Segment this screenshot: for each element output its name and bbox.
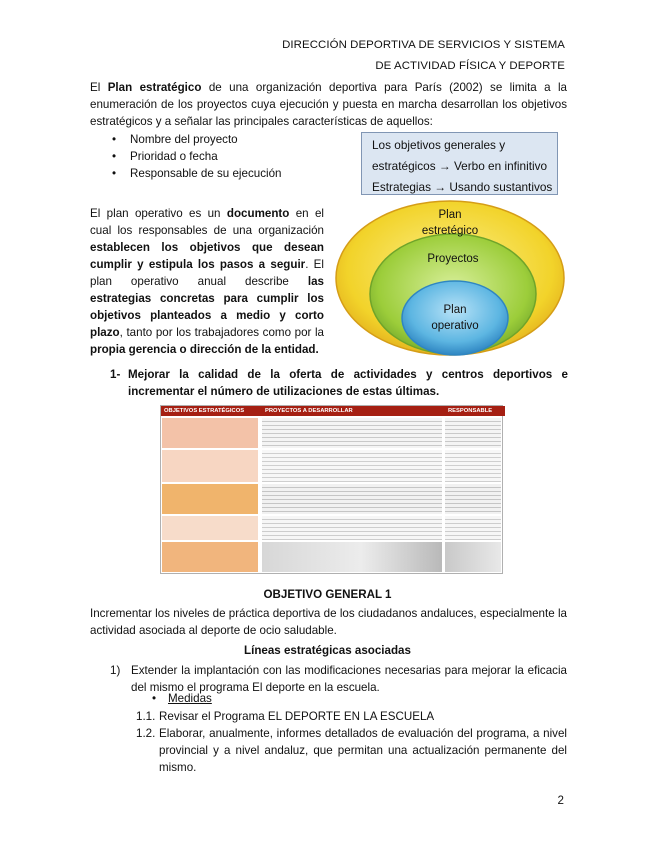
intro-paragraph xyxy=(90,79,567,130)
list-item: • Responsable de su ejecución xyxy=(112,165,281,182)
strategic-lines-title: Líneas estratégicas asociadas xyxy=(244,644,411,657)
general-objective-text: Incrementar los niveles de práctica deportiva de los ciudadanos andaluces, especialmente la actividad asociada al deporte de ocio saludable. xyxy=(90,607,567,637)
measure-text: Revisar el Programa EL DEPORTE EN LA ESCUELA xyxy=(159,710,435,723)
table-row xyxy=(161,484,502,514)
table-row xyxy=(161,418,502,448)
item-text: Mejorar la calidad de la oferta de actividades y centros deportivos e incrementar el número de utilizaciones de estas últimas. xyxy=(128,368,568,398)
measure-number: 1.1. xyxy=(136,710,156,723)
table-header-projects: PROYECTOS A DESARROLLAR xyxy=(262,406,445,416)
table-header-responsible: RESPONSABLE xyxy=(445,406,505,416)
outer-label xyxy=(400,207,500,239)
table-cell xyxy=(445,450,501,482)
table-cell xyxy=(262,516,442,540)
table-cell xyxy=(445,418,501,448)
measures-label: Medidas xyxy=(168,692,212,705)
op-text-1: El plan operativo es un xyxy=(90,207,227,220)
page-number: 2 xyxy=(557,794,564,807)
table-row xyxy=(161,450,502,482)
operative-plan-paragraph xyxy=(90,205,324,358)
op-bold-4: propia gerencia o dirección de la entidad. xyxy=(90,343,319,356)
item-number: 1- xyxy=(110,368,121,381)
intro-text-rest: de una organización deportiva para París (2002) se limita a la enumeración de los proyectos cuya ejecución y puesta en marcha desarrollan los objetivos estratégicos y a señalar las principales características de aquellos: xyxy=(90,81,567,128)
middle-label: Proyectos xyxy=(427,253,479,265)
op-bold-2: establecen los objetivos que desean cumplir y estipula los pasos a seguir xyxy=(90,241,324,271)
table-cell xyxy=(162,484,258,514)
table-cell xyxy=(262,542,442,572)
measures-heading xyxy=(152,690,212,707)
strategic-plan-table-image xyxy=(160,405,503,574)
table-row xyxy=(161,516,502,540)
table-cell xyxy=(262,484,442,514)
inner-label-line-1: Plan xyxy=(443,304,467,316)
table-cell xyxy=(445,484,501,514)
table-cell xyxy=(262,450,442,482)
note-line-3: Estrategias → Usando sustantivos xyxy=(372,180,553,194)
list-item: • Nombre del proyecto xyxy=(112,131,281,148)
line-item-number: 1) xyxy=(110,664,121,677)
project-attributes-list xyxy=(112,131,281,182)
measures-bullet: • xyxy=(152,692,157,705)
intro-text-start: El xyxy=(90,81,108,94)
table-row xyxy=(161,542,502,572)
numbered-item-1 xyxy=(110,366,568,400)
op-bold-1: documento xyxy=(226,207,290,220)
list-item: • Prioridad o fecha xyxy=(112,148,281,165)
op-text-3: . El plan operativo anual describe xyxy=(90,258,324,288)
general-objective-title: OBJETIVO GENERAL 1 xyxy=(263,588,392,601)
op-text-4: , tanto por los trabajadores como por la xyxy=(119,326,324,339)
measure-number: 1.2. xyxy=(136,727,156,740)
table-cell xyxy=(162,542,258,572)
header-line-1: DIRECCIÓN DEPORTIVA DE SERVICIOS Y SISTEMA xyxy=(282,39,565,51)
inner-label-line-2: operativo xyxy=(431,320,479,332)
inner-label xyxy=(405,302,505,334)
table-cell xyxy=(162,450,258,482)
note-line-1: Los objetivos generales y xyxy=(372,138,506,152)
outer-label-line-1: Plan xyxy=(438,209,462,221)
table-cell xyxy=(445,516,501,540)
note-line-2: estratégicos → Verbo en infinitivo xyxy=(372,159,548,173)
table-cell xyxy=(162,418,258,448)
line-item-text: Extender la implantación con las modificaciones necesarias para mejorar la eficacia del mismo el programa El deporte en la escuela. xyxy=(131,664,567,694)
op-bold-3: las estrategias concretas para cumplir los objetivos planteados a medio y corto plazo xyxy=(90,275,324,339)
measure-item xyxy=(136,725,567,776)
measure-text: Elaborar, anualmente, informes detallados de evaluación del programa, a nivel provincial y a nivel andaluz, que permitan una actualización permanente del mismo. xyxy=(159,727,567,774)
op-text-2: en el cual los responsables de una organización xyxy=(90,207,324,237)
measure-item xyxy=(136,708,567,725)
plan-hierarchy-diagram xyxy=(334,199,566,357)
table-header-objectives: OBJETIVOS ESTRATÉGICOS xyxy=(161,406,262,416)
table-cell xyxy=(262,418,442,448)
header-line-2: DE ACTIVIDAD FÍSICA Y DEPORTE xyxy=(375,60,565,72)
outer-label-line-2: estretégico xyxy=(421,225,479,237)
table-cell xyxy=(162,516,258,540)
intro-bold-term: Plan estratégico xyxy=(107,81,202,94)
table-cell xyxy=(445,542,501,572)
objectives-note-box xyxy=(361,132,558,195)
